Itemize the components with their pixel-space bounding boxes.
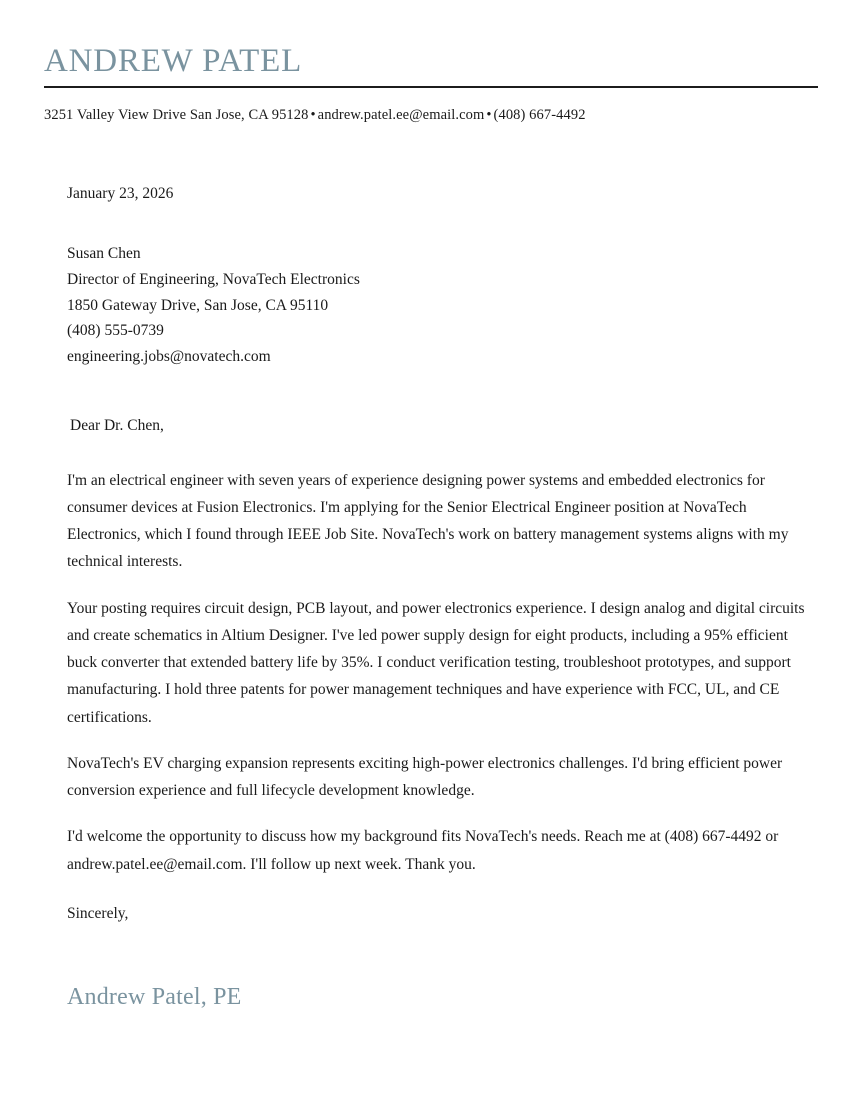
- contact-separator-1: •: [310, 106, 316, 123]
- signature: Andrew Patel, PE: [67, 983, 242, 1010]
- letter-date: January 23, 2026: [67, 185, 174, 203]
- salutation: Dear Dr. Chen,: [70, 416, 164, 434]
- recipient-address: 1850 Gateway Drive, San Jose, CA 95110: [67, 296, 329, 314]
- contact-line: [44, 105, 818, 127]
- page-title: ANDREW PATEL: [44, 43, 303, 79]
- contact-separator-2: •: [486, 106, 492, 123]
- recipient-block: [67, 241, 810, 370]
- contact-phone: (408) 667-4492: [493, 106, 586, 123]
- contact-address: 3251 Valley View Drive San Jose, CA 95128: [44, 106, 309, 123]
- body-paragraph: Your posting requires circuit design, PCB layout, and power electronics experience. I design analog and digital circuits and create schematics in Altium Designer. I've led power supply design for eight products, including a 95% efficient buck converter that extended battery life by 35%. I conduct verification testing, troubleshoot prototypes, and support manufacturing. I hold three patents for power management techniques and have experience with FCC, UL, and CE certifications.: [67, 599, 805, 726]
- recipient-title: Director of Engineering, NovaTech Electronics: [67, 270, 360, 288]
- contact-email: andrew.patel.ee@email.com: [317, 106, 485, 123]
- recipient-email: engineering.jobs@novatech.com: [67, 348, 271, 366]
- letterhead: [0, 0, 850, 126]
- recipient-name: Susan Chen: [67, 245, 141, 263]
- body-paragraph: NovaTech's EV charging expansion represents exciting high-power electronics challenges. I'd bring efficient power conversion experience and full lifecycle development knowledge.: [67, 754, 783, 800]
- closing: Sincerely,: [67, 905, 129, 923]
- recipient-phone: (408) 555-0739: [67, 322, 164, 340]
- body-paragraph: I'd welcome the opportunity to discuss how my background fits NovaTech's needs. Reach me at (408) 667-4492 or andrew.patel.ee@email.com. I'll follow up next week. Thank you.: [67, 828, 779, 873]
- letter-body: [0, 182, 850, 1011]
- body-paragraph: I'm an electrical engineer with seven years of experience designing power systems and embedded electronics for consumer devices at Fusion Electronics. I'm applying for the Senior Electrical Engineer position at NovaTech Electronics, which I found through IEEE Job Site. NovaTech's work on battery management systems aligns with my technical interests.: [67, 471, 789, 571]
- header-divider: [44, 86, 818, 88]
